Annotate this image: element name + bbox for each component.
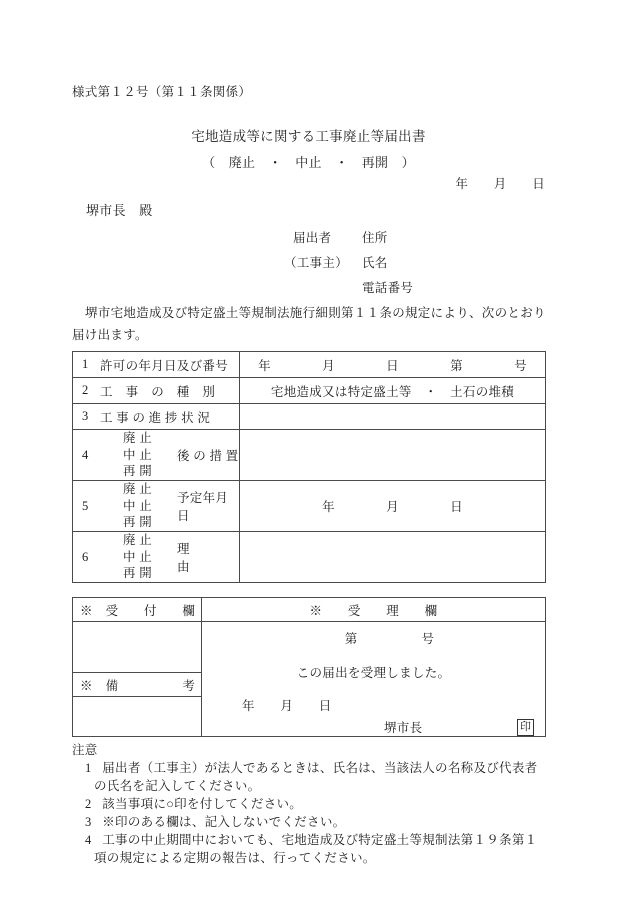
notes-heading: 注意 (72, 743, 98, 757)
option-haishi: 廃 止 (123, 482, 153, 497)
status-option-stack (123, 481, 177, 531)
option-chushi: 中 止 (123, 498, 153, 513)
row-label: 許可の年月日及び番号 (100, 358, 229, 373)
notes-section (72, 741, 545, 867)
acceptance-date-line: 年 月 日 (242, 699, 332, 713)
scheduled-date-header-cell (73, 481, 240, 532)
office-row-reception (73, 622, 546, 673)
applicant-address-row (284, 226, 545, 251)
work-progress-header-cell (73, 404, 240, 430)
address-field-label: 住所 (362, 231, 388, 245)
permit-date-header-cell (73, 352, 240, 378)
mayor-label: 堺市長 (384, 721, 423, 735)
note-item-1 (72, 759, 545, 795)
applicant-block (284, 226, 545, 301)
measures-after-value-cell (240, 430, 546, 481)
row-label: 工 事 の 種 別 (100, 384, 216, 399)
reception-entry-cell (73, 622, 202, 673)
acceptance-number-line: 第 号 (344, 632, 435, 646)
row-label: 工 事 の 進 捗 状 況 (100, 410, 211, 425)
reason-value-cell (240, 532, 546, 583)
note-text: ※印のある欄は、記入しないでください。 (102, 815, 346, 829)
office-use-table (72, 597, 546, 737)
note-number: 4 (85, 833, 92, 847)
work-type-header-cell (73, 378, 240, 404)
applicant-phone-row (284, 276, 545, 301)
row-label: 後 の 措 置 (177, 449, 239, 463)
option-chushi: 中 止 (123, 549, 153, 564)
option-saikai: 再 開 (123, 464, 153, 479)
row-label: 理 由 (177, 542, 229, 574)
note-item-3 (72, 813, 545, 831)
option-haishi: 廃 止 (123, 431, 153, 446)
work-type-value-cell: 宅地造成又は特定盛土等 ・ 土石の堆積 (240, 378, 546, 404)
table-row-reason (73, 532, 546, 583)
row-number: 6 (82, 549, 89, 564)
option-haishi: 廃 止 (123, 533, 153, 548)
note-text: 工事の中止期間中においても、宅地造成及び特定盛土等規制法第１９条第１項の規定による定期の報告は、行ってください。 (94, 833, 538, 865)
table-row-permit-date (73, 352, 546, 378)
option-saikai: 再 開 (123, 566, 153, 581)
row-number: 1 (82, 357, 89, 371)
row-number: 2 (82, 383, 89, 397)
remarks-entry-cell (73, 697, 202, 737)
option-chushi: 中 止 (123, 447, 153, 462)
note-number: 3 (85, 815, 92, 829)
main-table (72, 351, 546, 583)
row-number: 4 (82, 447, 89, 462)
acceptance-column-header: ※ 受 理 欄 (202, 598, 546, 622)
scheduled-date-value-cell: 年 月 日 (240, 481, 546, 532)
table-row-work-type (73, 378, 546, 404)
note-item-4 (72, 831, 545, 867)
acceptance-statement: この届出を受理しました。 (296, 666, 451, 680)
name-field-label: 氏名 (362, 256, 388, 270)
reason-header-cell (73, 532, 240, 583)
table-row-scheduled-date (73, 481, 546, 532)
addressee: 堺市長 殿 (86, 203, 153, 218)
table-row-measures-after (73, 430, 546, 481)
option-saikai: 再 開 (123, 515, 153, 530)
form-number: 様式第１２号（第１１条関係） (72, 85, 252, 99)
acceptance-content-cell (202, 622, 546, 737)
reception-column-header: ※ 受 付 欄 (73, 598, 202, 622)
status-option-stack (123, 430, 177, 480)
permit-date-value-cell: 年 月 日 第 号 (240, 352, 546, 378)
remarks-header: ※ 備 考 (73, 673, 202, 697)
office-header-row (73, 598, 546, 622)
applicant-label: 届出者 (293, 231, 332, 245)
work-progress-value-cell (240, 404, 546, 430)
table-row-work-progress (73, 404, 546, 430)
note-text: 該当事項に○印を付してください。 (102, 797, 303, 811)
intro-paragraph: 堺市宅地造成及び特定盛土等規制法施行細則第１１条の規定により、次のとおり届け出ます。 (72, 306, 546, 342)
row-number: 5 (82, 498, 89, 513)
row-label: 予定年月日 (177, 491, 229, 523)
note-number: 1 (85, 761, 92, 775)
seal-box: 印 (517, 719, 534, 736)
owner-label: （工事主） (284, 256, 349, 270)
note-text: 届出者（工事主）が法人であるときは、氏名は、当該法人の名称及び代表者の氏名を記入してください。 (94, 761, 538, 793)
submission-date-line: 年 月 日 (455, 177, 545, 191)
phone-label-spacer (284, 276, 362, 301)
applicant-name-row (284, 251, 545, 276)
status-option-stack (123, 532, 177, 582)
acceptance-signature-line (202, 718, 545, 736)
page-title: 宅地造成等に関する工事廃止等届出書 (191, 129, 426, 144)
note-number: 2 (85, 797, 92, 811)
measures-after-header-cell (73, 430, 240, 481)
note-item-2 (72, 795, 545, 813)
row-number: 3 (82, 409, 89, 423)
phone-field-label: 電話番号 (362, 281, 414, 295)
status-options-line: （ 廃止 ・ 中止 ・ 再開 ） (202, 155, 415, 170)
